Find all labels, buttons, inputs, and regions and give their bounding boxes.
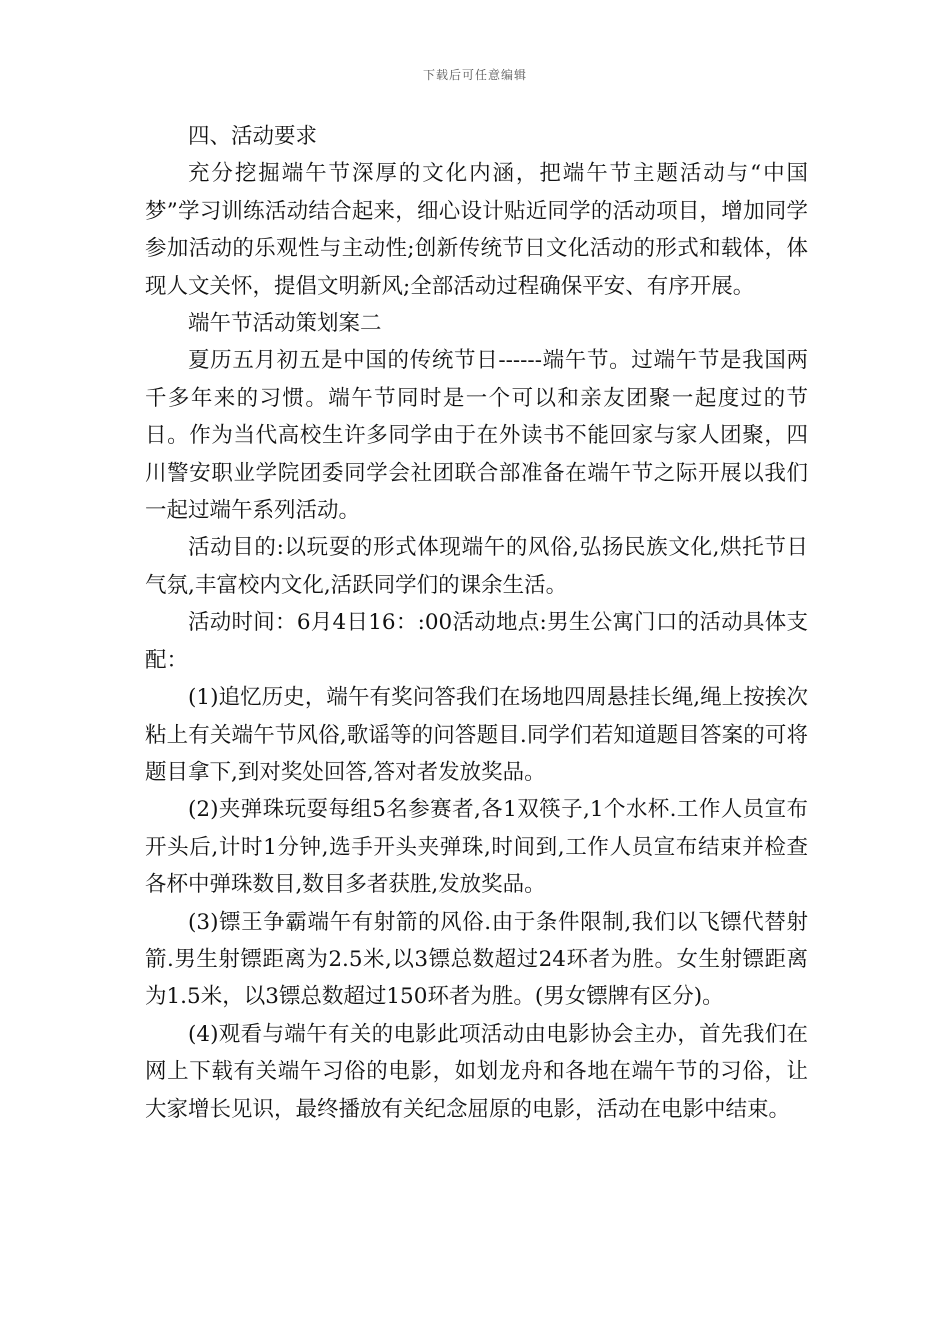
paragraph-item-2: (2)夹弹珠玩耍每组5名参赛者,各1双筷子,1个水杯.工作人员宣布开头后,计时1分钟,选手开头夹弹珠,时间到,工作人员宣布结束并检查各杯中弹珠数目,数目多者获胜,发放奖品。 (145, 797, 808, 898)
document-body (145, 118, 808, 1128)
paragraph-requirements: 充分挖掘端午节深厚的文化内涵，把端午节主题活动与“中国梦”学习训练活动结合起来，细心设计贴近同学的活动项目，增加同学参加活动的乐观性与主动性;创新传统节日文化活动的形式和载体，体现人文关怀，提倡文明新风;全部活动过程确保平安、有序开展。 (145, 161, 808, 299)
paragraph-introduction: 夏历五月初五是中国的传统节日------端午节。过端午节是我国两千多年来的习惯。端午节同时是一个可以和亲友团聚一起度过的节日。作为当代高校生许多同学由于在外读书不能回家与家人团聚，四川警安职业学院团委同学会社团联合部准备在端午节之际开展以我们一起过端午系列活动。 (145, 348, 808, 524)
paragraph-activity-purpose: 活动目的:以玩耍的形式体现端午的风俗,弘扬民族文化,烘托节日气氛,丰富校内文化,活跃同学们的课余生活。 (145, 535, 808, 598)
section-heading-requirements: 四、活动要求 (188, 124, 318, 149)
paragraph-activity-time-place: 活动时间：6月4日16：:00活动地点:男生公寓门口的活动具体支配： (145, 610, 808, 673)
paragraph-item-3: (3)镖王争霸端午有射箭的风俗.由于条件限制,我们以飞镖代替射箭.男生射镖距离为2.5米,以3镖总数超过24环者为胜。女生射镖距离为1.5米，以3镖总数超过150环者为胜。(男女镖牌有区分)。 (145, 909, 808, 1010)
paragraph-item-1: (1)追忆历史，端午有奖问答我们在场地四周悬挂长绳,绳上按挨次粘上有关端午节风俗,歌谣等的问答题目.同学们若知道题目答案的可将题目拿下,到对奖处回答,答对者发放奖品。 (145, 685, 808, 785)
plan-two-title: 端午节活动策划案二 (188, 311, 382, 337)
page-header: 下载后可任意编辑 (422, 68, 527, 82)
paragraph-item-4: (4)观看与端午有关的电影此项活动由电影协会主办，首先我们在网上下载有关端午习俗的电影，如划龙舟和各地在端午节的习俗，让大家增长见识，最终播放有关纪念屈原的电影，活动在电影中结束。 (145, 1021, 808, 1122)
